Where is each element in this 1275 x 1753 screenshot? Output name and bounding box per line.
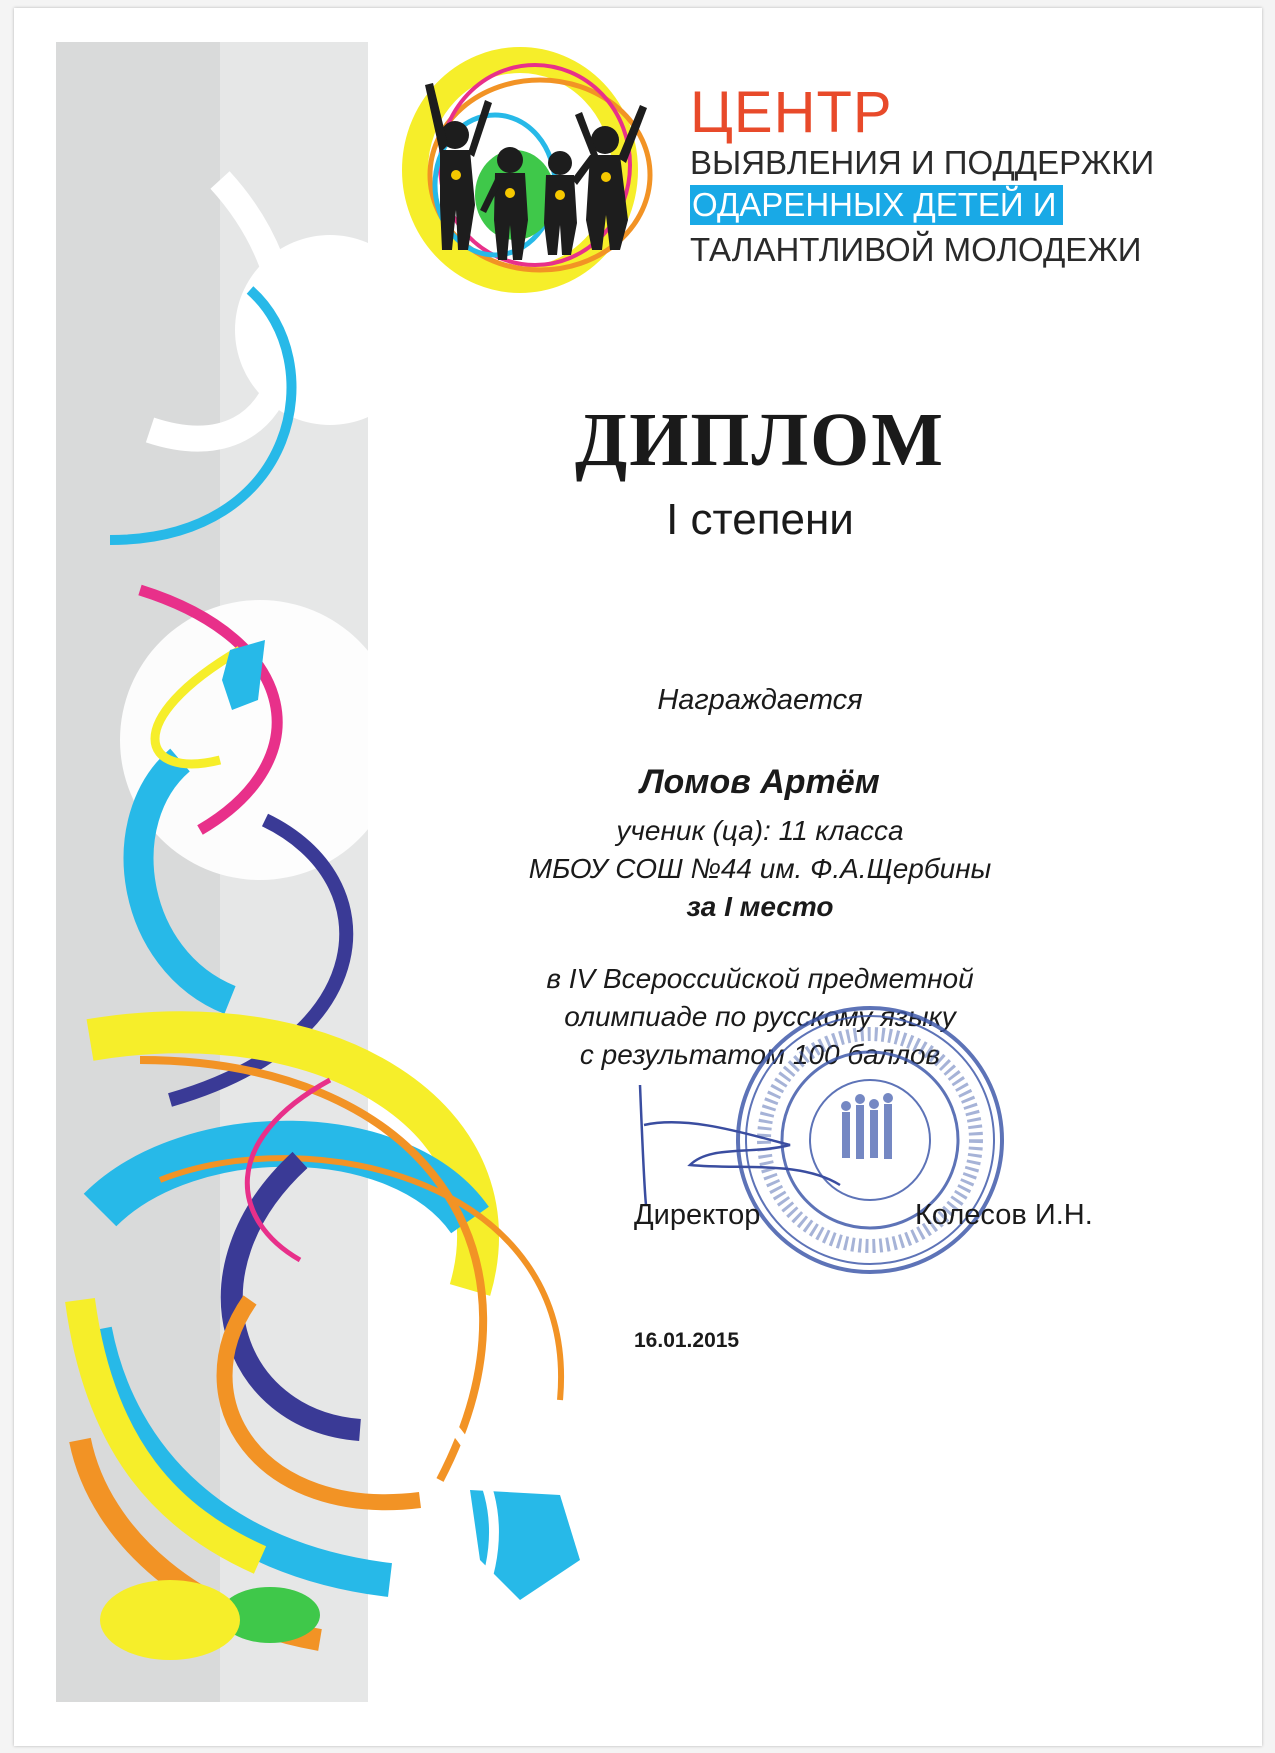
issue-date: 16.01.2015 bbox=[634, 1329, 740, 1352]
logo-subtitle-line-2: ОДАРЕННЫХ ДЕТЕЙ И bbox=[690, 185, 1063, 225]
award-place: за I место bbox=[686, 891, 834, 922]
director-name: Колесов И.Н. bbox=[915, 1199, 1093, 1231]
handwritten-signature-icon bbox=[630, 1075, 850, 1215]
logo-subtitle-line-3: ТАЛАНТЛИВОЙ МОЛОДЕЖИ bbox=[690, 231, 1142, 268]
children-silhouettes-icon bbox=[400, 45, 690, 295]
recipient-school: МБОУ СОШ №44 им. Ф.А.Щербины bbox=[528, 853, 992, 884]
logo-subtitle-line-1: ВЫЯВЛЕНИЯ И ПОДДЕРЖКИ bbox=[690, 144, 1155, 181]
awarded-label: Награждается bbox=[657, 684, 863, 716]
olympiad-line-1: в IV Всероссийской предметной bbox=[546, 963, 974, 994]
logo-title: ЦЕНТР bbox=[690, 80, 893, 145]
recipient-name: Ломов Артём bbox=[640, 763, 880, 801]
olympiad-line-3: с результатом 100 баллов bbox=[579, 1039, 941, 1070]
logo bbox=[400, 45, 1220, 295]
olympiad-line-2: олимпиаде по русскому языку bbox=[564, 1001, 956, 1032]
logo-text bbox=[690, 80, 1210, 271]
diploma-degree: I степени bbox=[666, 495, 854, 544]
diploma-title: ДИПЛОМ bbox=[575, 398, 945, 482]
director-label: Директор bbox=[634, 1199, 761, 1231]
recipient-details bbox=[380, 812, 1140, 926]
recipient-grade: ученик (ца): 11 класса bbox=[616, 815, 904, 846]
